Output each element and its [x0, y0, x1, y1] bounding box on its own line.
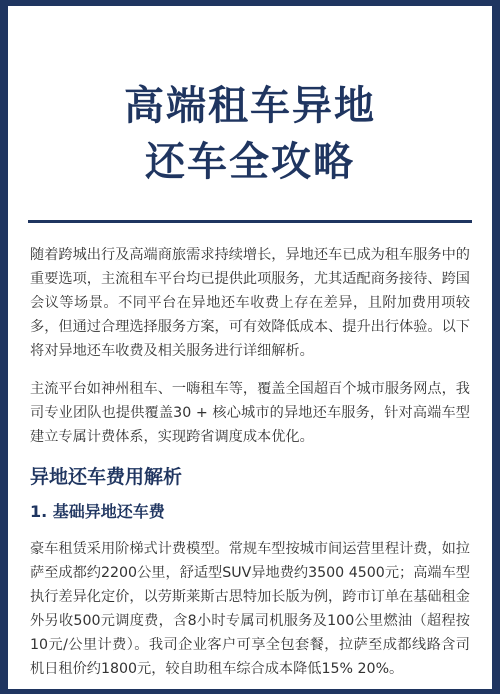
subsection-heading: 1. 基础异地还车费	[30, 502, 165, 521]
platforms-paragraph: 主流平台如神州租车、一嗨租车等，覆盖全国超百个城市服务网点，我司专业团队也提供覆盖30 + 核心城市的异地还车服务，针对高端车型建立专属计费体系，实现跨省调度成本优化。	[30, 381, 470, 445]
pricing-paragraph: 豪车租赁采用阶梯式计费模型。常规车型按城市间运营里程计费，如拉萨至成都约2200公里，舒适型SUV异地费约3500 4500元；高端车型执行差异化定价，以劳斯莱斯古思特加长版为例，跨市订单在基础租金外另收500元调度费，含8小时专属司机服务及100公里燃油（超程按10元/公里计费）。我司企业客户可享全包套餐，拉萨至成都线路含司机日租价约1800元，较自助租车综合成本降低15% 20%。	[30, 541, 470, 677]
page-title-line-2: 还车全攻略	[145, 139, 355, 185]
document-page	[8, 6, 492, 689]
title-block	[8, 6, 492, 190]
intro-paragraph: 随着跨城出行及高端商旅需求持续增长，异地还车已成为租车服务中的重要选项，主流租车平台均已提供此项服务，尤其适配商务接待、跨国会议等场景。不同平台在异地还车收费上存在差异，且附加费用项较多，但通过合理选择服务方案，可有效降低成本、提升出行体验。以下将对异地还车收费及相关服务进行详细解析。	[30, 247, 470, 359]
section-heading: 异地还车费用解析	[30, 466, 183, 488]
page-title-line-1: 高端租车异地	[124, 83, 376, 129]
article-body	[8, 223, 492, 681]
